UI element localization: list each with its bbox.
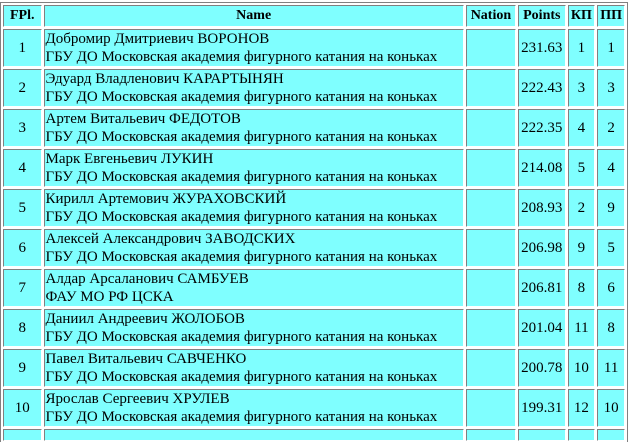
skater-club: ГБУ ДО Московская академия фигурного катания на коньках xyxy=(45,249,438,265)
cell-kp: 3 xyxy=(568,69,596,107)
table-row xyxy=(3,309,625,347)
cell-points: 208.93 xyxy=(518,189,566,227)
cell-skater[interactable] xyxy=(44,309,464,347)
header-nation[interactable]: Nation xyxy=(466,5,516,27)
cell-skater[interactable] xyxy=(44,349,464,387)
skater-club: ГБУ ДО Московская академия фигурного катания на коньках xyxy=(45,49,438,65)
cell-nation xyxy=(466,149,516,187)
results-table xyxy=(0,2,628,442)
cell-skater[interactable] xyxy=(44,69,464,107)
skater-name[interactable]: Добромир Дмитриевич ВОРОНОВ xyxy=(45,31,270,47)
table-row xyxy=(3,29,625,67)
cell-fpl: 3 xyxy=(3,109,42,147)
header-pp[interactable]: ПП xyxy=(597,5,625,27)
table-row xyxy=(3,389,625,427)
cell-fpl: 5 xyxy=(3,189,42,227)
cell-skater xyxy=(44,429,464,441)
cell-fpl: 1 xyxy=(3,29,42,67)
header-fpl[interactable]: FPl. xyxy=(3,5,42,27)
skater-name[interactable]: Алексей Александрович ЗАВОДСКИХ xyxy=(45,231,296,247)
cell-skater[interactable] xyxy=(44,149,464,187)
skater-name[interactable]: Павел Витальевич САВЧЕНКО xyxy=(45,351,247,367)
cell-nation xyxy=(466,69,516,107)
cell-nation xyxy=(466,309,516,347)
cell-pp xyxy=(597,429,625,441)
skater-club: ГБУ ДО Московская академия фигурного катания на коньках xyxy=(45,409,438,425)
cell-nation xyxy=(466,349,516,387)
cell-nation xyxy=(466,429,516,441)
cell-kp: 5 xyxy=(568,149,596,187)
cell-nation xyxy=(466,189,516,227)
table-row xyxy=(3,69,625,107)
cell-points: 231.63 xyxy=(518,29,566,67)
cell-pp: 8 xyxy=(597,309,625,347)
cell-kp: 2 xyxy=(568,189,596,227)
cell-skater[interactable] xyxy=(44,269,464,307)
cell-kp: 9 xyxy=(568,229,596,267)
cell-points: 200.78 xyxy=(518,349,566,387)
skater-name[interactable]: Эдуард Владленович КАРАРТЫНЯН xyxy=(45,71,284,87)
cell-points xyxy=(518,429,566,441)
header-points[interactable]: Points xyxy=(518,5,566,27)
cell-fpl: 8 xyxy=(3,309,42,347)
cell-fpl: 2 xyxy=(3,69,42,107)
skater-club: ФАУ МО РФ ЦСКА xyxy=(45,289,174,305)
skater-club: ГБУ ДО Московская академия фигурного катания на коньках xyxy=(45,329,438,345)
cell-skater[interactable] xyxy=(44,389,464,427)
cell-points: 214.08 xyxy=(518,149,566,187)
cell-fpl: 7 xyxy=(3,269,42,307)
cell-kp: 12 xyxy=(568,389,596,427)
table-row xyxy=(3,109,625,147)
table-row xyxy=(3,229,625,267)
skater-club: ГБУ ДО Московская академия фигурного катания на коньках xyxy=(45,209,438,225)
cell-pp: 4 xyxy=(597,149,625,187)
table-row xyxy=(3,349,625,387)
cell-fpl: 10 xyxy=(3,389,42,427)
cell-nation xyxy=(466,229,516,267)
cell-kp: 4 xyxy=(568,109,596,147)
skater-club: ГБУ ДО Московская академия фигурного катания на коньках xyxy=(45,129,438,145)
table-row-partial xyxy=(3,429,625,441)
skater-name[interactable]: Даниил Андреевич ЖОЛОБОВ xyxy=(45,311,245,327)
cell-kp: 8 xyxy=(568,269,596,307)
cell-kp: 11 xyxy=(568,309,596,347)
cell-nation xyxy=(466,29,516,67)
cell-points: 222.35 xyxy=(518,109,566,147)
skater-club: ГБУ ДО Московская академия фигурного катания на коньках xyxy=(45,169,438,185)
cell-kp xyxy=(568,429,596,441)
cell-skater[interactable] xyxy=(44,109,464,147)
cell-skater[interactable] xyxy=(44,189,464,227)
cell-fpl: 9 xyxy=(3,349,42,387)
cell-kp: 1 xyxy=(568,29,596,67)
table-row xyxy=(3,269,625,307)
cell-points: 206.81 xyxy=(518,269,566,307)
skater-name[interactable]: Кирилл Артемович ЖУРАХОВСКИЙ xyxy=(45,191,287,207)
cell-pp: 5 xyxy=(597,229,625,267)
skater-club: ГБУ ДО Московская академия фигурного катания на коньках xyxy=(45,89,438,105)
cell-pp: 9 xyxy=(597,189,625,227)
cell-nation xyxy=(466,109,516,147)
header-kp[interactable]: КП xyxy=(568,5,596,27)
skater-name[interactable]: Ярослав Сергеевич ХРУЛЕВ xyxy=(45,391,230,407)
skater-name[interactable]: Марк Евгеньевич ЛУКИН xyxy=(45,151,214,167)
cell-pp: 6 xyxy=(597,269,625,307)
skater-name[interactable]: Артем Витальевич ФЕДОТОВ xyxy=(45,111,241,127)
cell-points: 201.04 xyxy=(518,309,566,347)
cell-pp: 11 xyxy=(597,349,625,387)
skater-club: ГБУ ДО Московская академия фигурного катания на коньках xyxy=(45,369,438,385)
cell-points: 206.98 xyxy=(518,229,566,267)
header-row xyxy=(3,5,625,27)
cell-points: 222.43 xyxy=(518,69,566,107)
cell-nation xyxy=(466,389,516,427)
cell-skater[interactable] xyxy=(44,229,464,267)
cell-skater[interactable] xyxy=(44,29,464,67)
cell-kp: 10 xyxy=(568,349,596,387)
cell-pp: 2 xyxy=(597,109,625,147)
cell-fpl xyxy=(3,429,42,441)
cell-points: 199.31 xyxy=(518,389,566,427)
header-name[interactable]: Name xyxy=(44,5,464,27)
table-row xyxy=(3,149,625,187)
cell-fpl: 6 xyxy=(3,229,42,267)
cell-pp: 3 xyxy=(597,69,625,107)
cell-pp: 10 xyxy=(597,389,625,427)
cell-nation xyxy=(466,269,516,307)
cell-pp: 1 xyxy=(597,29,625,67)
cell-fpl: 4 xyxy=(3,149,42,187)
skater-name[interactable]: Алдар Арсаланович САМБУЕВ xyxy=(45,271,249,287)
table-row xyxy=(3,189,625,227)
